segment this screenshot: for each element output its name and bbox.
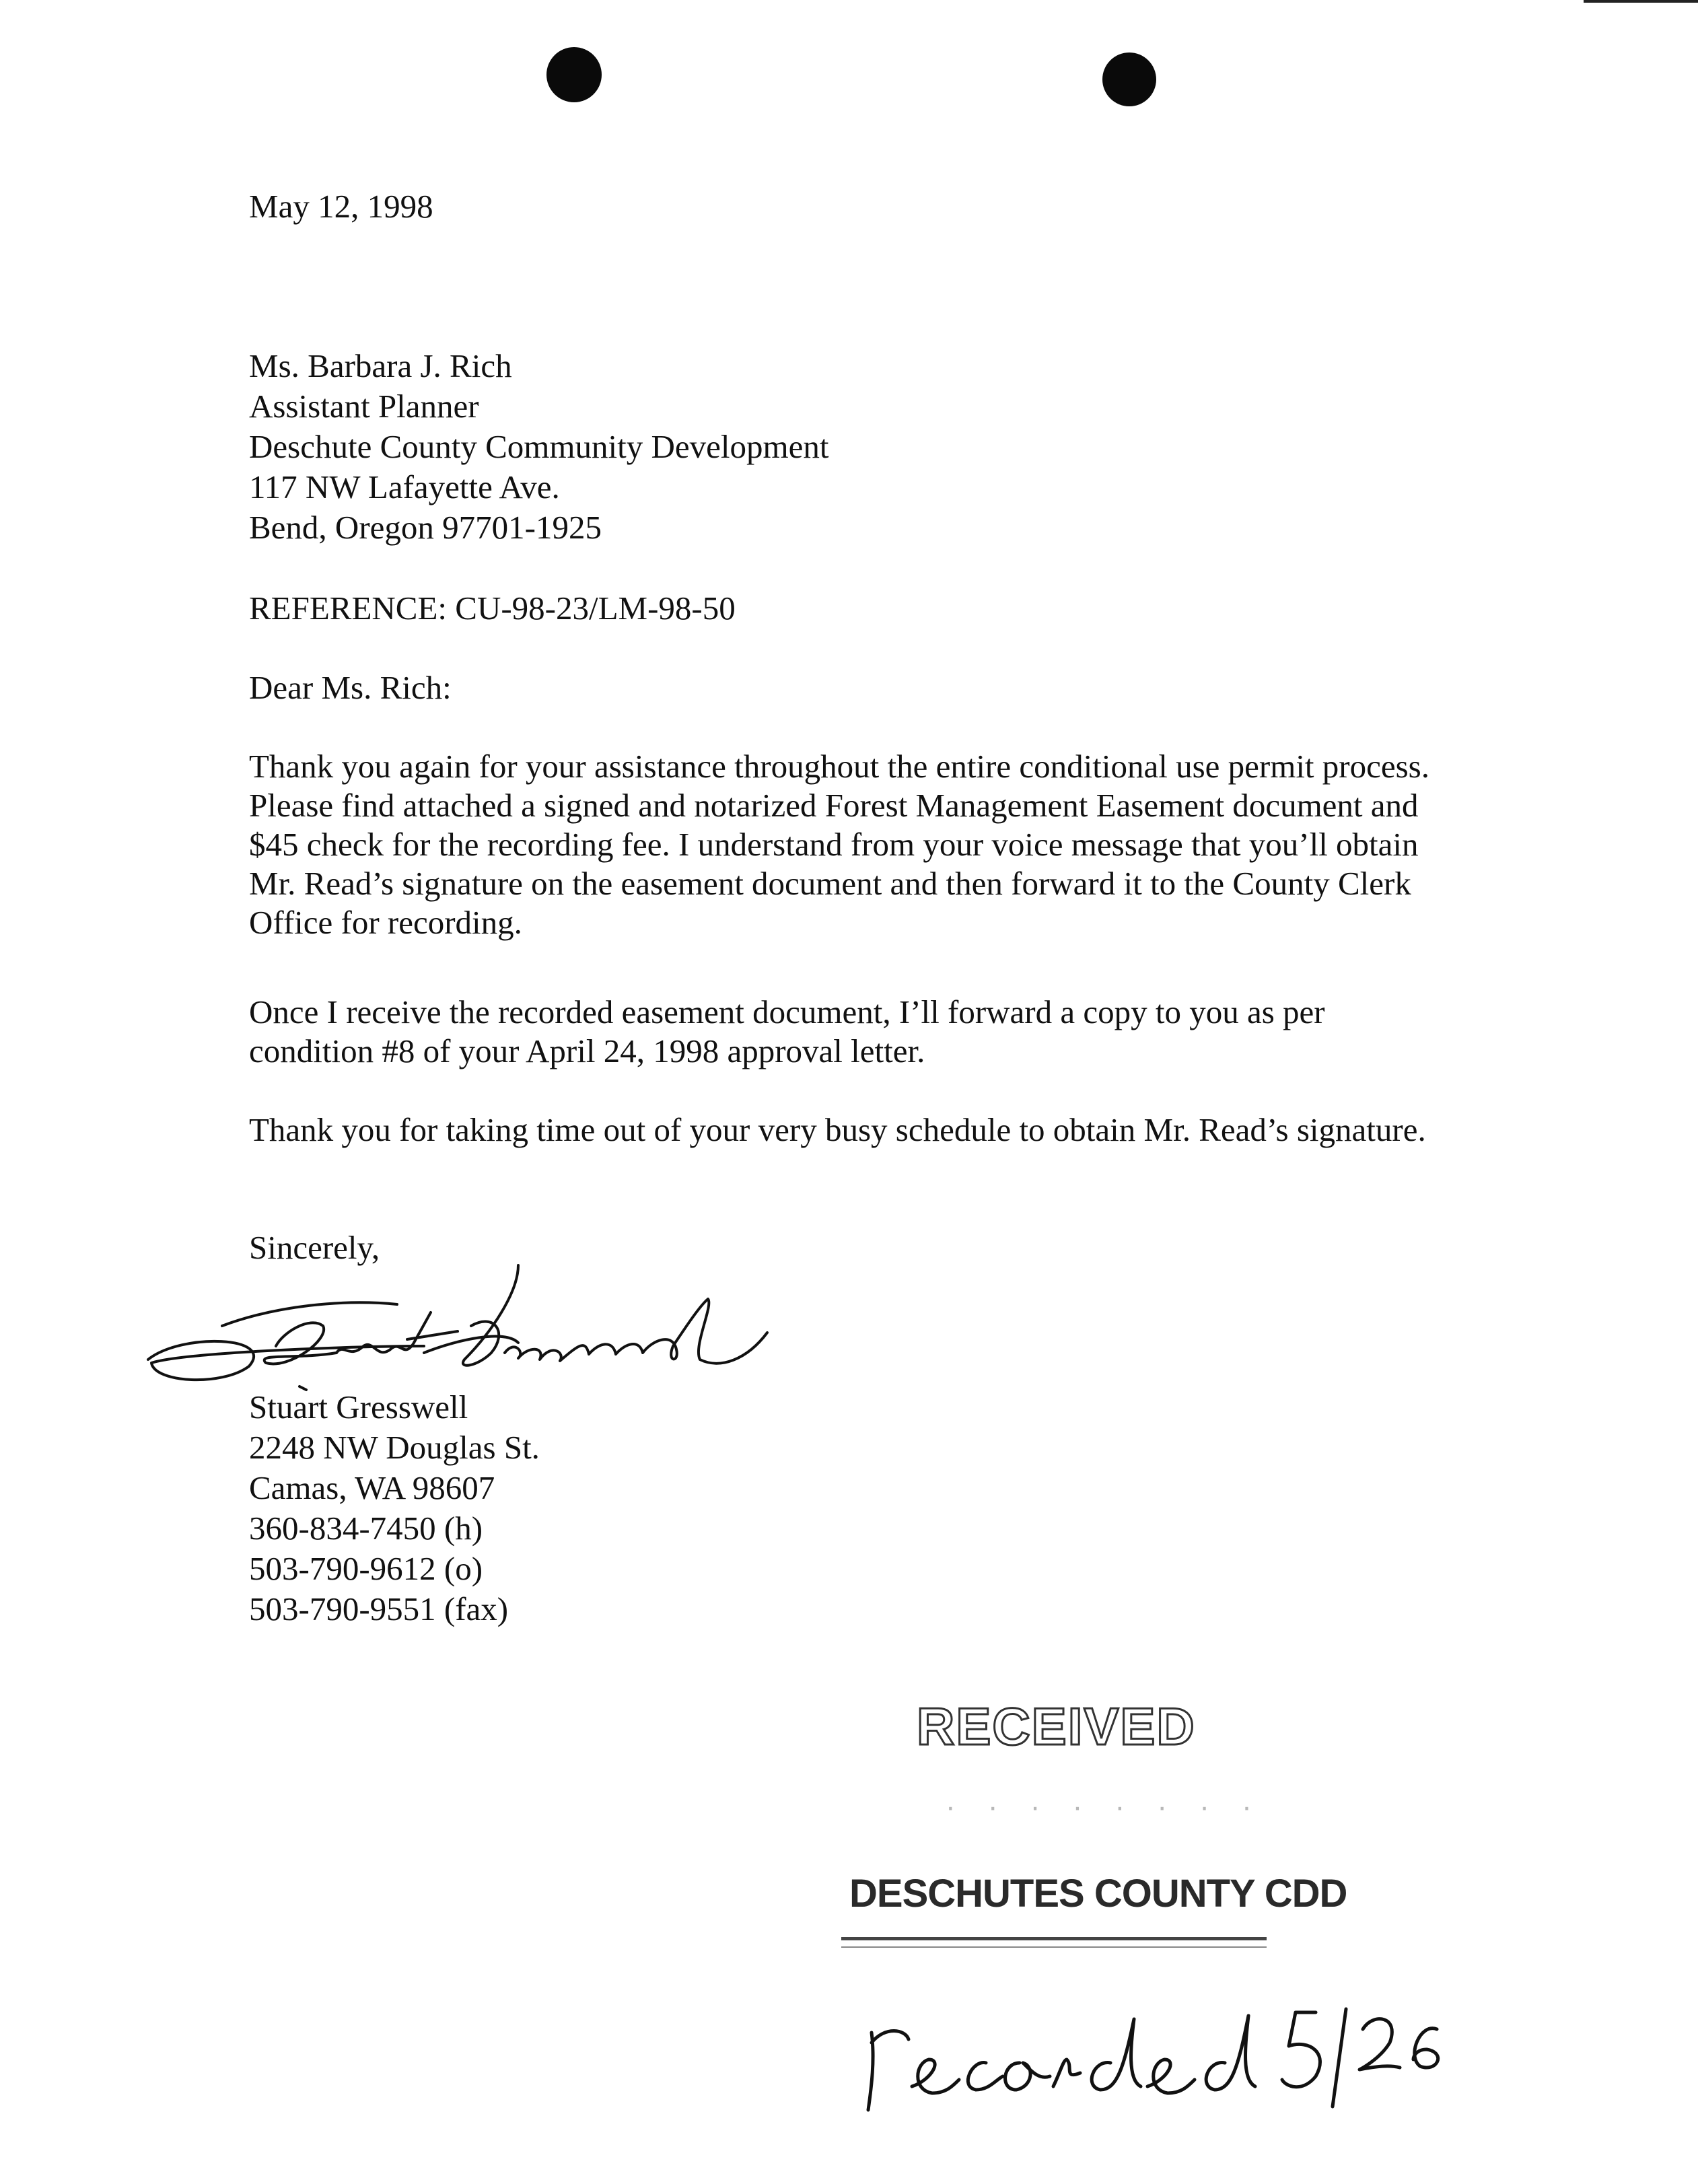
punch-hole-left xyxy=(546,47,602,102)
recipient-organization: Deschute County Community Development xyxy=(249,428,829,465)
paragraph-line: Mr. Read’s signature on the easement document and then forward it to the County Clerk xyxy=(249,865,1411,902)
body-paragraph-1 xyxy=(249,747,1460,942)
received-stamp-office: DESCHUTES COUNTY CDD xyxy=(849,1872,1347,1915)
reference-line: REFERENCE: CU-98-23/LM-98-50 xyxy=(249,590,736,627)
scan-edge-mark xyxy=(1584,0,1698,3)
paragraph-line: Once I receive the recorded easement document, I’ll forward a copy to you as per xyxy=(249,993,1325,1030)
paragraph-line: Thank you again for your assistance throughout the entire conditional use permit process. xyxy=(249,748,1429,785)
received-stamp-date-faded: · · · · · · · · xyxy=(946,1790,1264,1823)
recipient-name: Ms. Barbara J. Rich xyxy=(249,347,512,384)
sender-name: Stuart Gresswell xyxy=(249,1388,468,1425)
letter-date: May 12, 1998 xyxy=(249,188,433,225)
sender-phone-home: 360-834-7450 (h) xyxy=(249,1510,483,1547)
recipient-title: Assistant Planner xyxy=(249,388,479,425)
recipient-street: 117 NW Lafayette Ave. xyxy=(249,468,560,505)
sender-city-state-zip: Camas, WA 98607 xyxy=(249,1469,495,1506)
received-stamp: RECEIVED xyxy=(917,1697,1196,1756)
paragraph-line: Please find attached a signed and notarized Forest Management Easement document and xyxy=(249,787,1419,824)
salutation: Dear Ms. Rich: xyxy=(249,669,452,706)
paragraph-line: Thank you for taking time out of your very busy schedule to obtain Mr. Read’s signature. xyxy=(249,1111,1426,1148)
sender-phone-office: 503-790-9612 (o) xyxy=(249,1550,483,1587)
paragraph-line: Office for recording. xyxy=(249,904,522,941)
stamp-underline xyxy=(841,1937,1267,1940)
punch-hole-right xyxy=(1102,52,1156,106)
recipient-city-state-zip: Bend, Oregon 97701-1925 xyxy=(249,509,602,546)
paragraph-line: condition #8 of your April 24, 1998 approval letter. xyxy=(249,1032,925,1069)
body-paragraph-3 xyxy=(249,1111,1460,1150)
paragraph-line: $45 check for the recording fee. I understand from your voice message that you’ll obtain xyxy=(249,826,1419,863)
body-paragraph-2 xyxy=(249,993,1460,1071)
sender-street: 2248 NW Douglas St. xyxy=(249,1429,540,1466)
handwritten-recorded-note xyxy=(858,1992,1450,2120)
stamp-underline-thin xyxy=(841,1946,1267,1948)
sender-fax: 503-790-9551 (fax) xyxy=(249,1590,509,1627)
closing: Sincerely, xyxy=(249,1229,380,1266)
